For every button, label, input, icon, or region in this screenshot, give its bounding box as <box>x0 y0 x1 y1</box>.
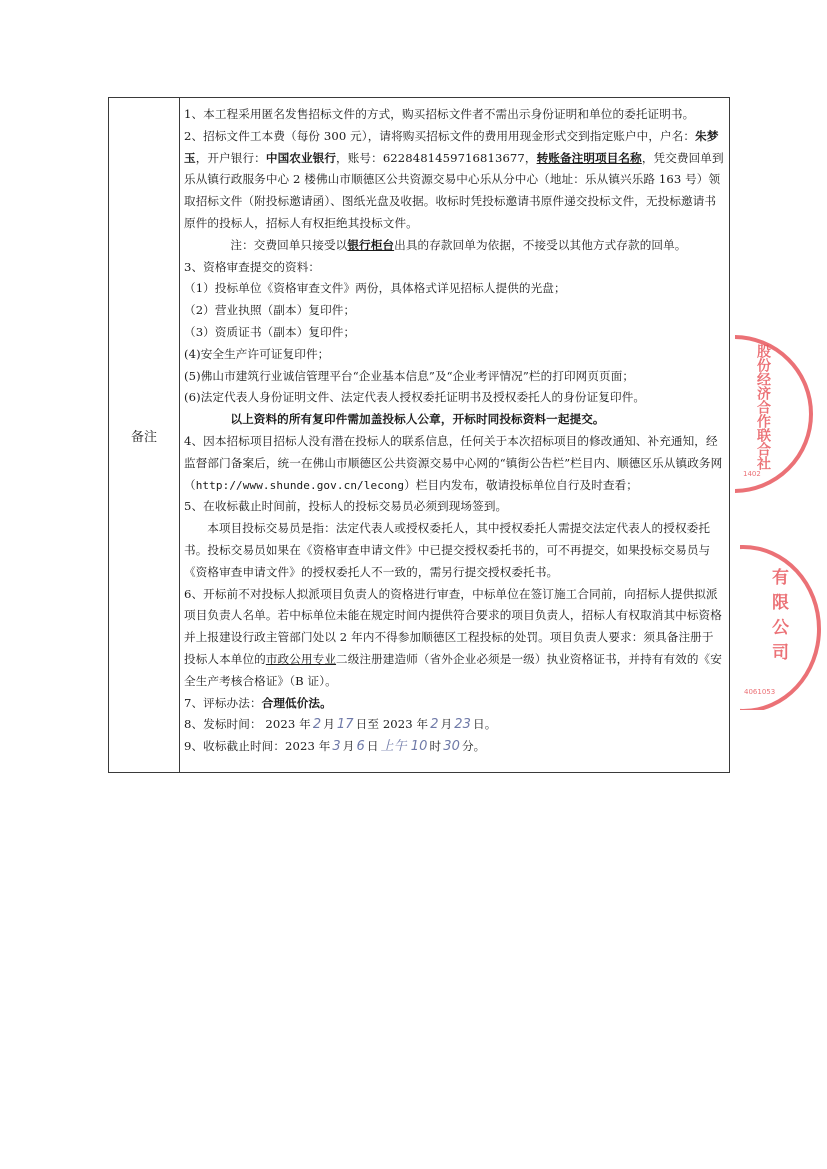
url-text: http://www.shunde.gov.cn/lecong <box>195 478 405 492</box>
seal-number: 4061053 <box>744 688 776 696</box>
item-3-4: (4)安全生产许可证复印件； <box>184 346 330 361</box>
seal-number: 1402 <box>743 470 761 478</box>
item-9: 9、收标截止时间：2023 年 3 月 6 日 上午 10 时 30 分。 <box>184 739 486 755</box>
item-5-paragraph: 本项目投标交易员是指：法定代表人或授权委托人，其中授权委托人需提交法定代表人的授权委托书。投标交易员如果在《资格审查申请文件》中已提交授权委托书的，可不再提交，如果投标交易员与《资格审查申请文件》的授权委托人不一致的，需另行提交授权委托书。 <box>184 521 711 579</box>
transfer-note: 转账备注明项目名称 <box>536 150 642 165</box>
item-3: 3、资格审查提交的资料： <box>184 259 321 274</box>
red-seal-bottom <box>740 540 827 710</box>
handwritten-ampm: 上午 <box>380 739 407 755</box>
item-8: 8、发标时间： 2023 年 2 月 17 日至 2023 年 2 月 23 日。 <box>184 717 497 733</box>
handwritten-day: 17 <box>336 717 354 733</box>
item-3-bold-note: 以上资料的所有复印件需加盖投标人公章，开标时同投标资料一起提交。 <box>230 412 605 427</box>
item-7: 7、评标办法：合理低价法。 <box>184 695 332 710</box>
handwritten-month: 2 <box>312 717 322 733</box>
handwritten-month: 3 <box>332 739 341 755</box>
handwritten-month: 2 <box>430 717 439 733</box>
red-seal-top <box>735 330 827 495</box>
seal-text: 股份经济合作联合社 <box>755 344 771 470</box>
evaluation-method: 合理低价法。 <box>261 695 332 710</box>
item-6: 6、开标前不对投标人拟派项目负责人的资格进行审查，中标单位在签订施工合同前，向招标人提供拟派项目负责人名单。若中标单位未能在规定时间内提供符合要求的项目负责人，招标人有权取消其中标资格并上报建设行政主管部门处以 2 年内不得参加顺德区工程投标的处罚。项目负责人要求：须具备注册于投标人本单位的市政公用专业二级注册建造师（省外企业必须是一级）执业资格证书，并持有有效的《安全生产考核合格证》（B 证）。 <box>184 586 722 688</box>
item-5: 5、在收标截止时间前，投标人的投标交易员必须到现场签到。 <box>184 499 508 514</box>
remarks-label-cell <box>109 98 180 772</box>
item-4: 4、因本招标项目招标人没有潜在投标人的联系信息，任何关于本次招标项目的修改通知、补充通知，经监督部门备案后，统一在佛山市顺德区公共资源交易中心网的“镇街公告栏”栏目内、顺德区乐从镇政务网（http://www.shunde.gov.cn/lecong）栏目内发布，敬请投标单位自行及时查看； <box>184 433 723 492</box>
seal-text: 有限公司 <box>768 568 788 668</box>
handwritten-day: 6 <box>356 739 365 755</box>
handwritten-day: 23 <box>454 717 472 733</box>
specialty: 市政公用专业 <box>265 651 337 666</box>
handwritten-hour: 10 <box>410 739 428 755</box>
item-1: 1、本工程采用匿名发售招标文件的方式，购买招标文件者不需出示身份证明和单位的委托证明书。 <box>184 107 695 121</box>
item-2: 2、招标文件工本费（每份 300 元），请将购买招标文件的费用用现金形式交到指定账户中，户名：朱梦玉，开户银行：中国农业银行，账号：6228481459716813677，转账备注明项目名称，凭交费回单到乐从镇行政服务中心 2 楼佛山市顺德区公共资源交易中心乐从分中心（地址：乐从镇兴乐路 163 号）领取招标文件（附投标邀请函）、图纸光盘及收据。收标时凭投标邀请书原件递交投标文件，无投标邀请书原件的投标人，招标人有权拒绝其投标文件。 <box>184 128 724 230</box>
account-name: 朱梦玉 <box>184 128 719 165</box>
item-3-2: （2）营业执照（副本）复印件； <box>184 303 356 318</box>
item-3-3: （3）资质证书（副本）复印件； <box>184 324 356 339</box>
bank-counter: 银行柜台 <box>347 237 395 252</box>
remarks-label: 备注 <box>130 429 157 445</box>
remarks-table <box>108 97 730 773</box>
item-3-5: (5)佛山市建筑行业诚信管理平台“企业基本信息”及“企业考评情况”栏的打印网页页面； <box>184 368 635 383</box>
remarks-content <box>180 98 729 772</box>
item-3-6: (6)法定代表人身份证明文件、法定代表人授权委托证明书及授权委托人的身份证复印件。 <box>184 390 646 405</box>
handwritten-minute: 30 <box>443 739 460 755</box>
item-3-1: （1）投标单位《资格审查文件》两份，具体格式详见招标人提供的光盘； <box>184 281 566 296</box>
bank-name: 中国农业银行 <box>265 150 337 165</box>
payment-note: 注：交费回单只接受以银行柜台出具的存款回单为依据，不接受以其他方式存款的回单。 <box>230 237 687 252</box>
